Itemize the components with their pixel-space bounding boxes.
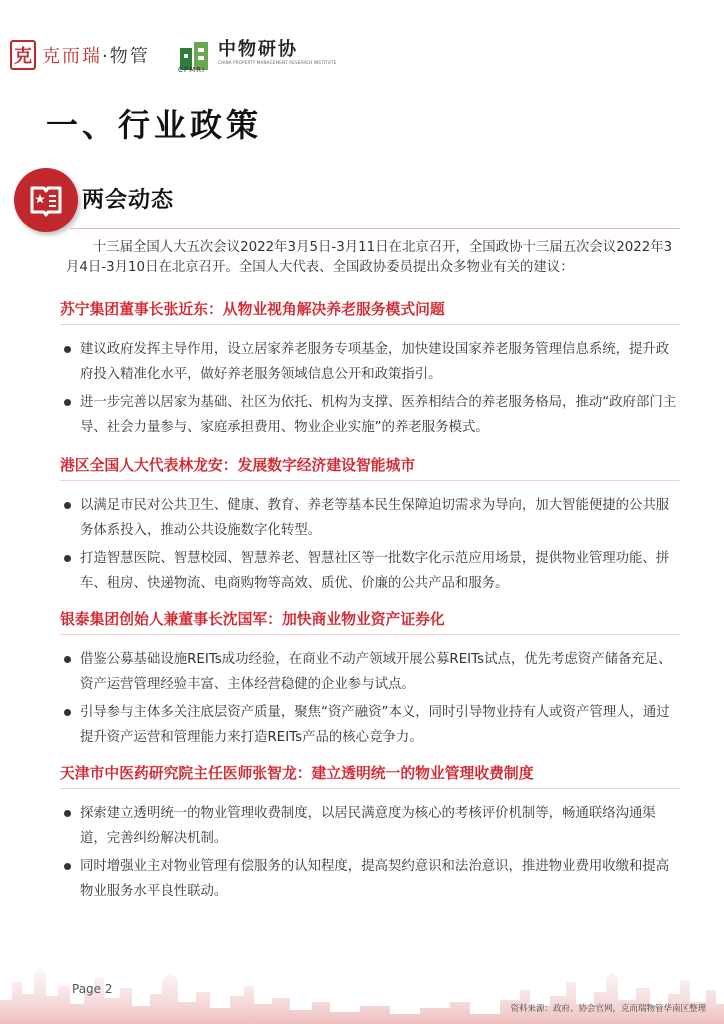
cric-logo-name-suffix: ·物管 <box>102 46 150 67</box>
list-item: 探索建立透明统一的物业管理收费制度，以居民满意度为核心的考核评价机制等，畅通联络沟通渠道，完善纠纷解决机制。 <box>62 801 682 851</box>
page-number: Page 2 <box>72 982 113 996</box>
cpmri-logo-cn: 中物研协 <box>218 39 298 60</box>
cric-logo-name-main: 克而瑞 <box>42 46 102 67</box>
topic-divider <box>60 634 680 635</box>
cric-logo-name <box>42 42 150 68</box>
topic-divider <box>60 788 680 789</box>
cpmri-logo-abbr: CPMRI <box>178 66 206 74</box>
cric-logo-mark: 克 <box>10 40 36 70</box>
subsection-title: 两会动态 <box>82 188 175 213</box>
topic-divider <box>60 480 680 481</box>
topic-title: 银泰集团创始人兼董事长沈国军：加快商业物业资产证券化 <box>60 611 445 628</box>
topic-title: 苏宁集团董事长张近东：从物业视角解决养老服务模式问题 <box>60 301 445 318</box>
source-note: 资料来源：政府、协会官网，克而瑞物管华南区整理 <box>510 1004 706 1014</box>
cpmri-logo-text <box>218 40 336 66</box>
list-item: 以满足市民对公共卫生、健康、教育、养老等基本民生保障迫切需求为导向，加大智能便捷的公共服务体系投入，推动公共设施数字化转型。 <box>62 493 682 543</box>
list-item: 同时增强业主对物业管理有偿服务的认知程度，提高契约意识和法治意识，推进物业费用收缴和提高物业服务水平良性联动。 <box>62 854 682 904</box>
list-item: 建议政府发挥主导作用，设立居家养老服务专项基金，加快建设国家养老服务管理信息系统，提升政府投入精准化水平，做好养老服务领域信息公开和政策指引。 <box>62 337 682 387</box>
subsection-header <box>14 168 714 238</box>
cric-logo <box>10 40 150 70</box>
bullet-list <box>62 337 682 443</box>
bullet-list <box>62 493 682 599</box>
topic-title: 港区全国人大代表林龙安：发展数字经济建设智能城市 <box>60 457 416 474</box>
list-item: 借鉴公募基础设施REITs成功经验，在商业不动产领域开展公募REITs试点，优先考虑资产储备充足、资产运营管理经验丰富、主体经营稳健的企业参与试点。 <box>62 647 682 697</box>
section-title: 一、行业政策 <box>46 106 263 144</box>
cpmri-logo-en: CHINA PROPERTY MANAGEMENT RESEARCH INSTITUTE <box>218 60 337 65</box>
topic-divider <box>60 324 680 325</box>
news-book-icon <box>14 168 78 232</box>
topic-title: 天津市中医药研究院主任医师张智龙：建立透明统一的物业管理收费制度 <box>60 765 534 782</box>
bullet-list <box>62 801 682 907</box>
list-item: 引导参与主体多关注底层资产质量，聚焦“资产融资”本义，同时引导物业持有人或资产管理人，通过提升资产运营和管理能力来打造REITs产品的核心竞争力。 <box>62 700 682 750</box>
intro-paragraph: 十三届全国人大五次会议2022年3月5日-3月11日在北京召开，全国政协十三届五次会议2022年3月4日-3月10日在北京召开。全国人大代表、全国政协委员提出众多物业有关的建议： <box>66 240 673 275</box>
list-item: 打造智慧医院、智慧校园、智慧养老、智慧社区等一批数字化示范应用场景，提供物业管理功能、拼车、租房、快递物流、电商购物等高效、质优、价廉的公共产品和服务。 <box>62 546 682 596</box>
page-header <box>0 0 724 80</box>
bullet-list <box>62 647 682 753</box>
list-item: 进一步完善以居家为基础、社区为依托、机构为支撑、医养相结合的养老服务格局，推动“政府部门主导、社会力量参与、家庭承担费用、物业企业实施”的养老服务模式。 <box>62 390 682 440</box>
subsection-divider <box>70 228 680 229</box>
